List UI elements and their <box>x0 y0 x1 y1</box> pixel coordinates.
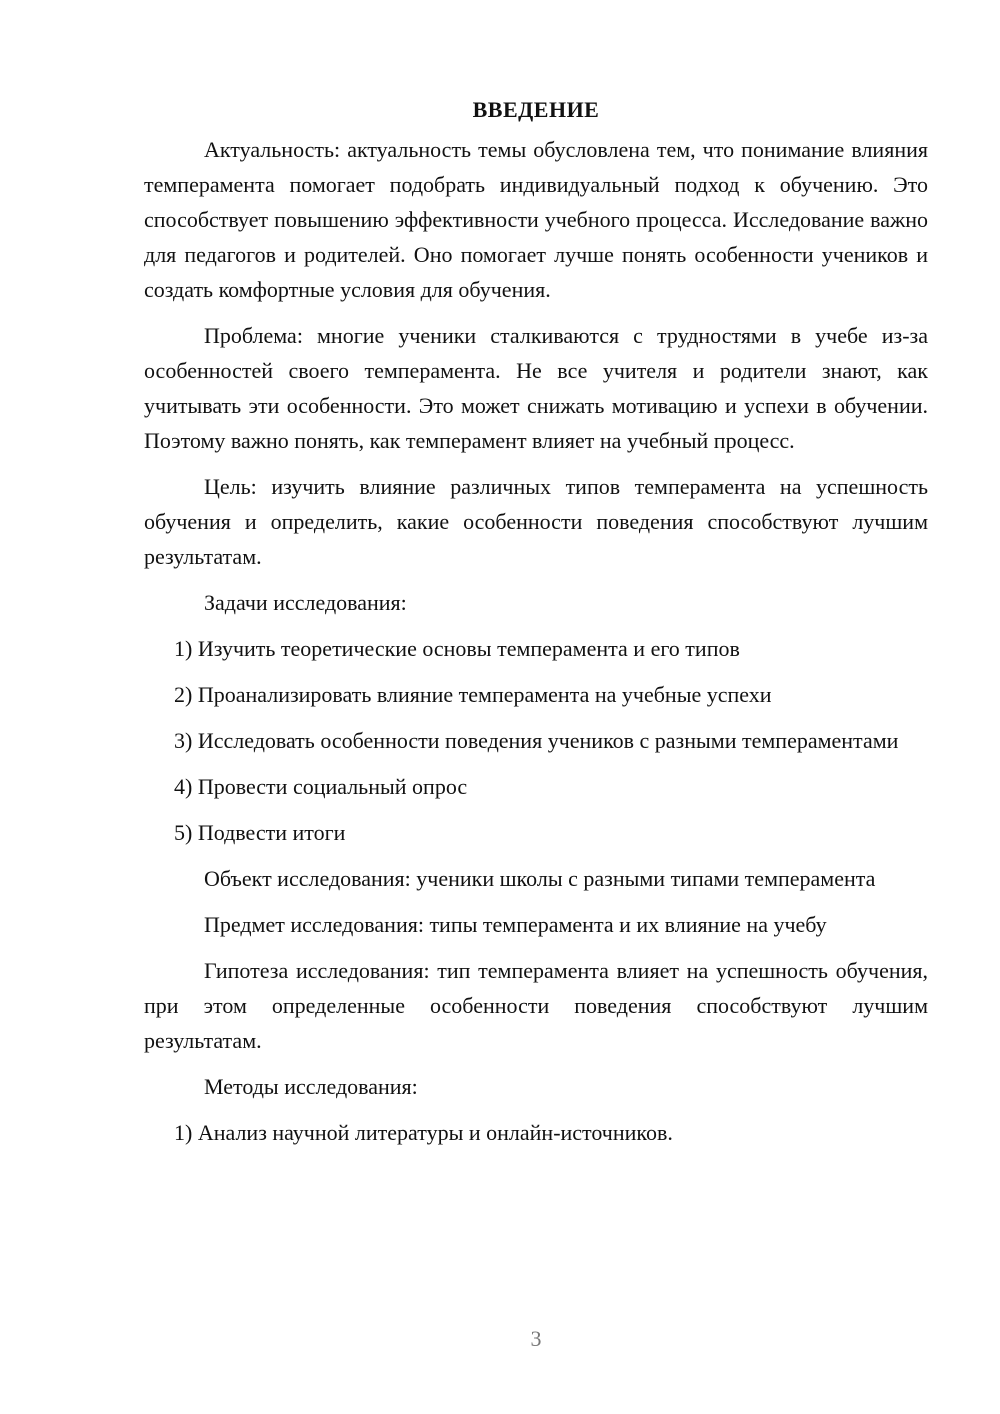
object-paragraph: Объект исследования: ученики школы с разными типами темперамента <box>204 866 876 891</box>
relevance-paragraph: Актуальность: актуальность темы обусловлена тем, что понимание влияния темперамента помогает подобрать индивидуальный подход к обучению. Это способствует повышению эффективности учебного процесса. Исследование важно для педагогов и родителей. Оно помогает лучше понять особенности учеников и создать комфортные условия для обучения. <box>144 137 928 302</box>
task-item: 1) Изучить теоретические основы темперамента и его типов <box>174 636 740 661</box>
task-item: 3) Исследовать особенности поведения учеников с разными темпераментами <box>174 728 899 753</box>
tasks-heading: Задачи исследования: <box>204 590 407 615</box>
method-item: 1) Анализ научной литературы и онлайн-источников. <box>174 1120 673 1145</box>
methods-heading: Методы исследования: <box>204 1074 418 1099</box>
hypothesis-paragraph: Гипотеза исследования: тип темперамента влияет на успешность обучения, при этом определенные особенности поведения способствуют лучшим результатам. <box>144 958 928 1053</box>
problem-paragraph: Проблема: многие ученики сталкиваются с трудностями в учебе из-за особенностей своего темперамента. Не все учителя и родители знают, как учитывать эти особенности. Это может снижать мотивацию и успехи в обучении. Поэтому важно понять, как темперамент влияет на учебный процесс. <box>144 323 928 453</box>
page-content <box>144 92 928 1161</box>
task-item: 5) Подвести итоги <box>174 820 346 845</box>
goal-paragraph: Цель: изучить влияние различных типов темперамента на успешность обучения и определить, какие особенности поведения способствуют лучшим результатам. <box>144 474 928 569</box>
subject-paragraph: Предмет исследования: типы темперамента и их влияние на учебу <box>204 912 827 937</box>
task-item: 2) Проанализировать влияние темперамента на учебные успехи <box>174 682 772 707</box>
page-number: 3 <box>530 1326 542 1351</box>
section-title: ВВЕДЕНИЕ <box>472 97 600 122</box>
task-item: 4) Провести социальный опрос <box>174 774 468 799</box>
